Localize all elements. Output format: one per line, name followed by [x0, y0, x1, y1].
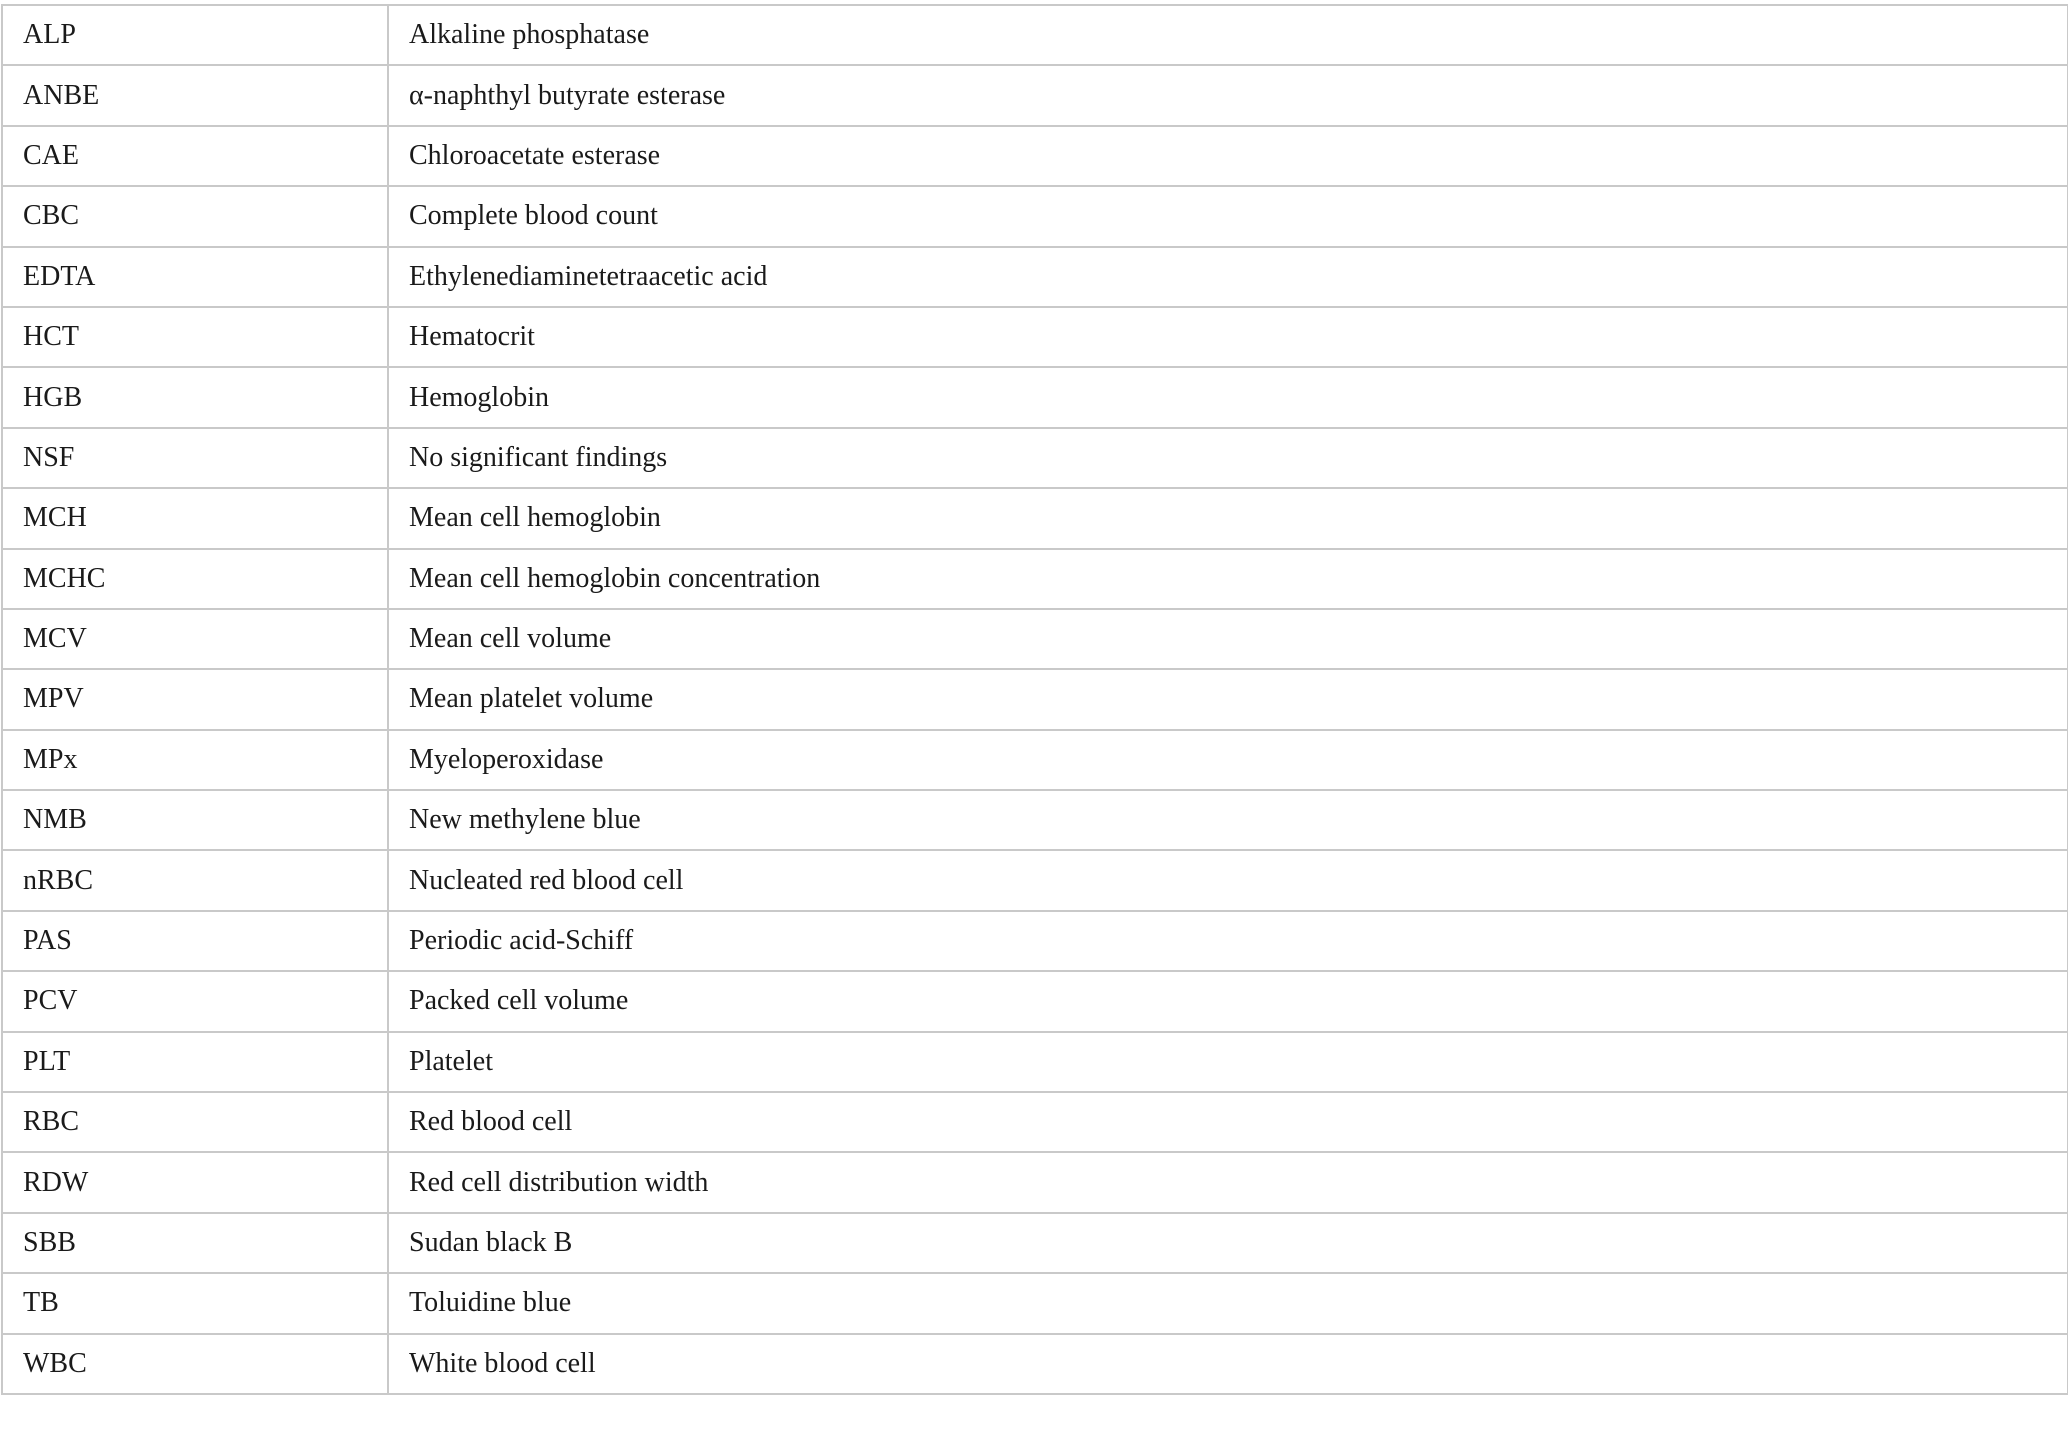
table-row — [2, 428, 2068, 488]
abbreviation-cell: PLT — [2, 1032, 388, 1092]
abbreviation-cell: MCHC — [2, 549, 388, 609]
abbreviation-cell: PCV — [2, 971, 388, 1031]
table-row — [2, 730, 2068, 790]
table-row — [2, 609, 2068, 669]
abbreviation-cell: PAS — [2, 911, 388, 971]
table-row — [2, 971, 2068, 1031]
table-row — [2, 488, 2068, 548]
table-row — [2, 307, 2068, 367]
abbreviation-cell: HGB — [2, 367, 388, 427]
definition-cell: Nucleated red blood cell — [388, 850, 2068, 910]
table-row — [2, 1032, 2068, 1092]
abbreviation-cell: EDTA — [2, 247, 388, 307]
abbreviation-cell: NSF — [2, 428, 388, 488]
abbreviation-cell: RBC — [2, 1092, 388, 1152]
definition-cell: Alkaline phosphatase — [388, 5, 2068, 65]
abbreviation-cell: CAE — [2, 126, 388, 186]
definition-cell: Hemoglobin — [388, 367, 2068, 427]
definition-cell: Red blood cell — [388, 1092, 2068, 1152]
table-row — [2, 5, 2068, 65]
table-row — [2, 1334, 2068, 1394]
definition-cell: Platelet — [388, 1032, 2068, 1092]
abbreviation-cell: RDW — [2, 1152, 388, 1212]
table-row — [2, 1213, 2068, 1273]
table-row — [2, 1092, 2068, 1152]
definition-cell: Sudan black B — [388, 1213, 2068, 1273]
abbreviation-cell: SBB — [2, 1213, 388, 1273]
abbreviations-table — [1, 4, 2068, 1395]
table-row — [2, 65, 2068, 125]
abbreviation-cell: MCH — [2, 488, 388, 548]
abbreviation-cell: CBC — [2, 186, 388, 246]
abbreviation-cell: HCT — [2, 307, 388, 367]
table-row — [2, 669, 2068, 729]
definition-cell: White blood cell — [388, 1334, 2068, 1394]
definition-cell: Toluidine blue — [388, 1273, 2068, 1333]
definition-cell: Mean cell hemoglobin concentration — [388, 549, 2068, 609]
abbreviation-cell: ALP — [2, 5, 388, 65]
abbreviation-cell: MPV — [2, 669, 388, 729]
definition-cell: Complete blood count — [388, 186, 2068, 246]
abbreviation-cell: TB — [2, 1273, 388, 1333]
definition-cell: Mean cell hemoglobin — [388, 488, 2068, 548]
definition-cell: New methylene blue — [388, 790, 2068, 850]
table-row — [2, 247, 2068, 307]
definition-cell: No significant findings — [388, 428, 2068, 488]
table-row — [2, 790, 2068, 850]
abbreviation-cell: MCV — [2, 609, 388, 669]
abbreviations-table-body — [2, 5, 2068, 1394]
definition-cell: Myeloperoxidase — [388, 730, 2068, 790]
definition-cell: Red cell distribution width — [388, 1152, 2068, 1212]
definition-cell: Hematocrit — [388, 307, 2068, 367]
table-row — [2, 126, 2068, 186]
definition-cell: Mean cell volume — [388, 609, 2068, 669]
abbreviation-cell: WBC — [2, 1334, 388, 1394]
abbreviation-cell: NMB — [2, 790, 388, 850]
table-row — [2, 549, 2068, 609]
abbreviation-cell: nRBC — [2, 850, 388, 910]
table-row — [2, 911, 2068, 971]
definition-cell: Mean platelet volume — [388, 669, 2068, 729]
definition-cell: Chloroacetate esterase — [388, 126, 2068, 186]
abbreviation-cell: MPx — [2, 730, 388, 790]
abbreviation-cell: ANBE — [2, 65, 388, 125]
definition-cell: Packed cell volume — [388, 971, 2068, 1031]
table-row — [2, 367, 2068, 427]
table-row — [2, 850, 2068, 910]
definition-cell: Periodic acid-Schiff — [388, 911, 2068, 971]
table-row — [2, 1152, 2068, 1212]
definition-cell: α-naphthyl butyrate esterase — [388, 65, 2068, 125]
table-row — [2, 1273, 2068, 1333]
definition-cell: Ethylenediaminetetraacetic acid — [388, 247, 2068, 307]
table-row — [2, 186, 2068, 246]
